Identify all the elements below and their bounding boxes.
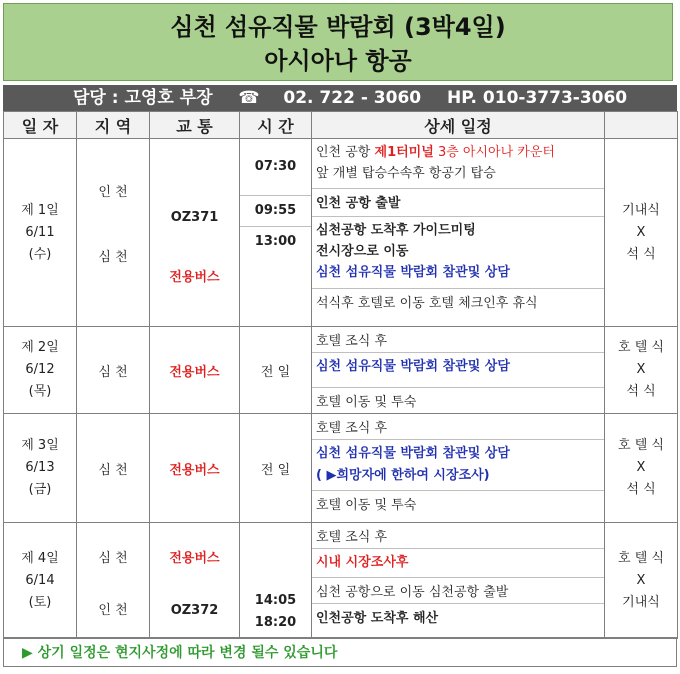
meal-cell: 호 텔 식 X 석 식 [605,327,678,414]
meal-cell: 호 텔 식 X 석 식 [605,414,678,523]
title-banner [3,3,673,81]
region-cell: 심 천 [77,327,150,414]
header-time: 시 간 [240,112,312,139]
manager-text: 담당 : 고영호 부장 [73,88,213,108]
phone-icon: ☎ [238,88,260,108]
table-row [4,523,678,639]
notice-text: ▶ 상기 일정은 현지사정에 따라 변경 될수 있습니다 [3,637,677,667]
day-cell: 제 4일 6/14 (토) [4,523,77,639]
header-meal [605,112,678,139]
region-cell: 심 천 인 천 [77,523,150,639]
header-detail: 상세 일정 [312,112,605,139]
header-transport: 교 통 [150,112,240,139]
table-row [4,414,678,523]
header-row [4,112,678,139]
time-cell: 07:30 09:55 13:00 [240,139,312,327]
day-cell: 제 3일 6/13 (금) [4,414,77,523]
table-row [4,327,678,414]
title-line2: 아시아나 항공 [264,47,412,75]
hp-number: HP. 010-3773-3060 [446,88,628,108]
detail-cell: 호텔 조식 후 시내 시장조사후 심천 공항으로 이동 심천공항 출발 인천공항 도착후 해산 [312,523,605,639]
table-row [4,139,678,327]
day-cell: 제 2일 6/12 (목) [4,327,77,414]
phone-number: 02. 722 - 3060 [283,88,422,108]
meal-cell: 호 텔 식 X 기내식 [605,523,678,639]
contact-bar [3,85,677,111]
transport-cell: 전용버스 [150,327,240,414]
detail-cell: 호텔 조식 후 심천 섬유직물 박람회 참관및 상담 호텔 이동 및 투숙 [312,327,605,414]
region-cell: 심 천 [77,414,150,523]
title-line1: 심천 섬유직물 박람회 (3박4일) [170,13,506,41]
transport-cell: OZ371 전용버스 [150,139,240,327]
transport-cell: 전용버스 [150,414,240,523]
itinerary-table [3,111,678,639]
time-cell: 전 일 [240,414,312,523]
transport-cell: 전용버스 OZ372 [150,523,240,639]
detail-cell: 인천 공항 제1터미널 3층 아시아나 카운터 앞 개별 탑승수속후 항공기 탑승 인천 공항 출발 심천공항 도착후 가이드미팅 전시장으로 이동 심천 섬유직물 박람회 참관및 상담 석식후 호텔로 이동 호텔 체크인후 휴식 [312,139,605,327]
day-cell: 제 1일 6/11 (수) [4,139,77,327]
detail-cell: 호텔 조식 후 심천 섬유직물 박람회 참관및 상담 ( ▶희망자에 한하여 시장조사) 호텔 이동 및 투숙 [312,414,605,523]
time-cell: 14:05 18:20 [240,523,312,639]
header-day: 일 자 [4,112,77,139]
time-cell: 전 일 [240,327,312,414]
region-cell: 인 천 심 천 [77,139,150,327]
header-region: 지 역 [77,112,150,139]
meal-cell: 기내식 X 석 식 [605,139,678,327]
